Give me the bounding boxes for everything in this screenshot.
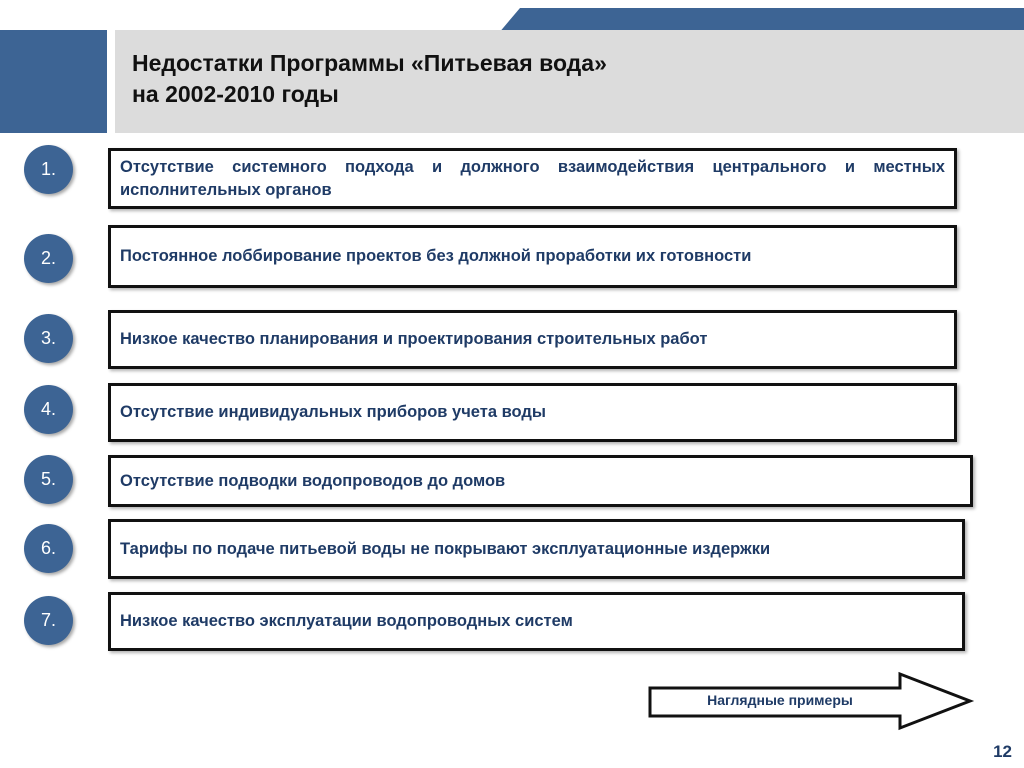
arrow-shape [650, 674, 970, 728]
item-number-badge: 4. [24, 385, 73, 434]
item-number-badge: 5. [24, 455, 73, 504]
issue-card-text: Отсутствие индивидуальных приборов учета воды [120, 403, 546, 421]
examples-button-label: Наглядные примеры [707, 692, 853, 708]
issue-card [108, 310, 957, 369]
issue-card-text: Отсутствие системного подхода и должного взаимодействия центрального и местных исполнительных органов [120, 157, 945, 199]
item-number-badge: 2. [24, 234, 73, 283]
item-number-badge: 6. [24, 524, 73, 573]
slide-title-line2: на 2002-2010 годы [132, 81, 339, 107]
header-accent-block [0, 30, 107, 133]
issue-card-text: Постоянное лоббирование проектов без должной проработки их готовности [120, 247, 752, 265]
issue-card [108, 225, 957, 288]
slide-title [132, 48, 607, 110]
issue-card [108, 148, 957, 209]
issue-card [108, 383, 957, 442]
page-number: 12 [993, 742, 1012, 761]
slide-title-line1: Недостатки Программы «Питьевая вода» [132, 50, 607, 76]
issue-card-text: Низкое качество эксплуатации водопроводных систем [120, 612, 573, 630]
item-number-badge: 1. [24, 145, 73, 194]
examples-arrow-button[interactable] [647, 671, 975, 731]
item-number-badge: 7. [24, 596, 73, 645]
issue-card [108, 519, 965, 579]
issue-card [108, 455, 973, 507]
issue-card [108, 592, 965, 651]
item-number-badge: 3. [24, 314, 73, 363]
issue-card-text: Отсутствие подводки водопроводов до домов [120, 471, 506, 490]
issue-card-text: Тарифы по подаче питьевой воды не покрывают эксплуатационные издержки [120, 539, 771, 558]
issue-card-text: Низкое качество планирования и проектирования строительных работ [120, 330, 708, 348]
